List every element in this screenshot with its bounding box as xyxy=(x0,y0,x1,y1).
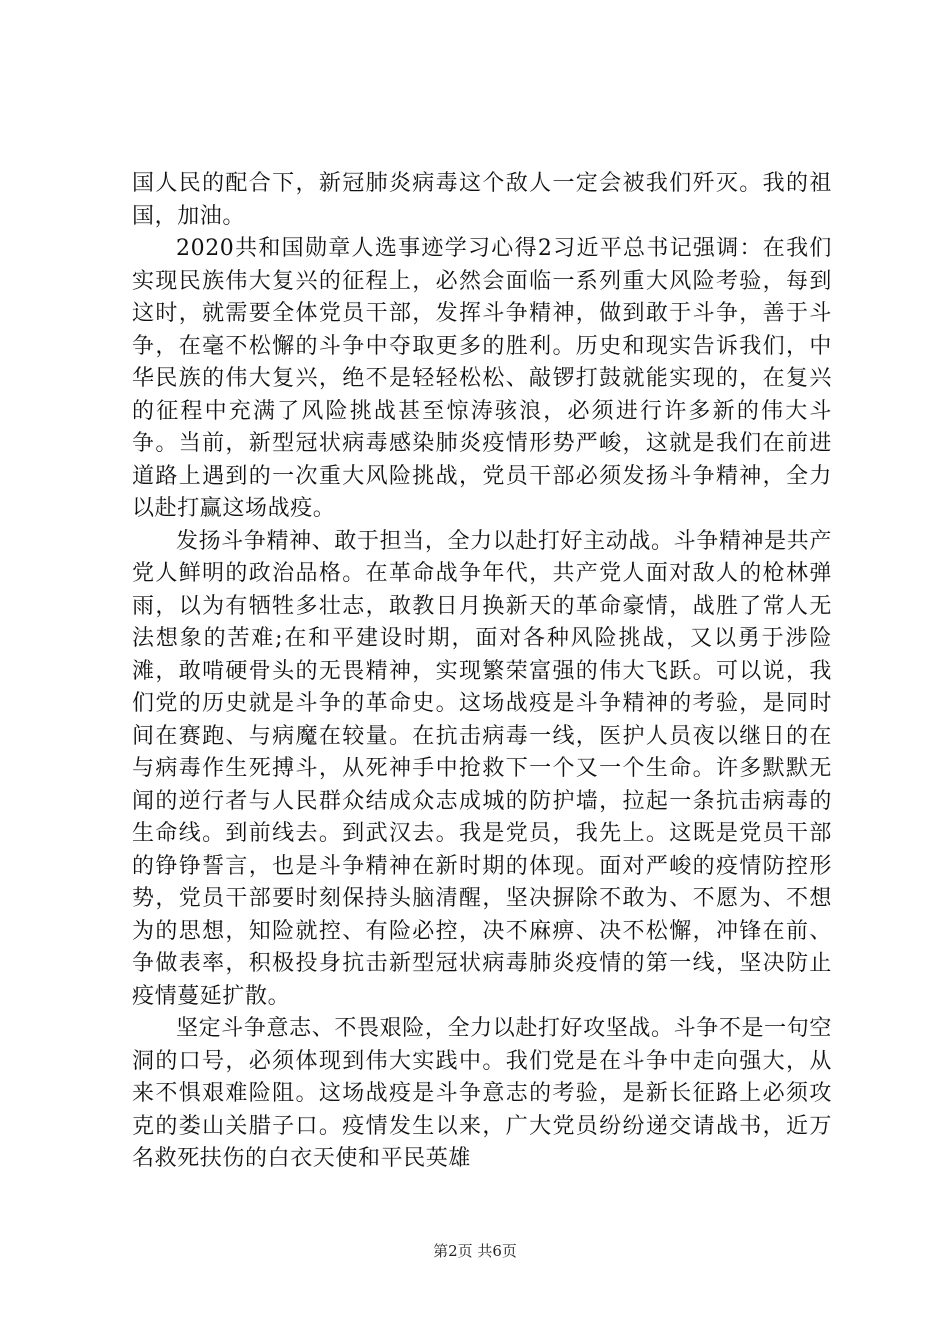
paragraph-spirit: 发扬斗争精神、敢于担当，全力以赴打好主动战。斗争精神是共产党人鲜明的政治品格。在革命战争年代，共产党人面对敌人的枪林弹雨，以为有牺牲多壮志，敢教日月换新天的革命豪情，战胜了常人无法想象的苦难;在和平建设时期，面对各种风险挑战，又以勇于涉险滩，敢啃硬骨头的无畏精神，实现繁荣富强的伟大飞跃。可以说，我们党的历史就是斗争的革命史。这场战疫是斗争精神的考验，是同时间在赛跑、与病魔在较量。在抗击病毒一线，医护人员夜以继日的在与病毒作生死搏斗，从死神手中抢救下一个又一个生命。许多默默无闻的逆行者与人民群众结成众志成城的防护墙，拉起一条抗击病毒的生命线。到前线去。到武汉去。我是党员，我先上。这既是党员干部的铮铮誓言，也是斗争精神在新时期的体现。面对严峻的疫情防控形势，党员干部要时刻保持头脑清醒，坚决摒除不敢为、不愿为、不想为的思想，知险就控、有险必控，决不麻痹、决不松懈，冲锋在前、争做表率，积极投身抗击新型冠状病毒肺炎疫情的第一线，坚决防止疫情蔓延扩散。 xyxy=(132,528,832,1009)
paragraph-continuation: 国人民的配合下，新冠肺炎病毒这个敌人一定会被我们歼灭。我的祖国，加油。 xyxy=(132,171,832,229)
document-body xyxy=(132,168,832,1176)
page-number-footer: 第2页 共6页 xyxy=(433,1242,517,1260)
paragraph-will: 坚定斗争意志、不畏艰险，全力以赴打好攻坚战。斗争不是一句空洞的口号，必须体现到伟大实践中。我们党是在斗争中走向强大，从来不惧艰难险阻。这场战疫是斗争意志的考验，是新长征路上必须攻克的娄山关腊子口。疫情发生以来，广大党员纷纷递交请战书，近万名救死扶伤的白衣天使和平民英雄 xyxy=(132,1016,832,1171)
paragraph-intro: 2020共和国勋章人选事迹学习心得2习近平总书记强调：在我们实现民族伟大复兴的征程上，必然会面临一系列重大风险考验，每到这时，就需要全体党员干部，发挥斗争精神，做到敢于斗争，善于斗争，在毫不松懈的斗争中夺取更多的胜利。历史和现实告诉我们，中华民族的伟大复兴，绝不是轻轻松松、敲锣打鼓就能实现的，在复兴的征程中充满了风险挑战甚至惊涛骇浪，必须进行许多新的伟大斗争。当前，新型冠状病毒感染肺炎疫情形势严峻，这就是我们在前进道路上遇到的一次重大风险挑战，党员干部必须发扬斗争精神，全力以赴打赢这场战疫。 xyxy=(132,236,832,521)
